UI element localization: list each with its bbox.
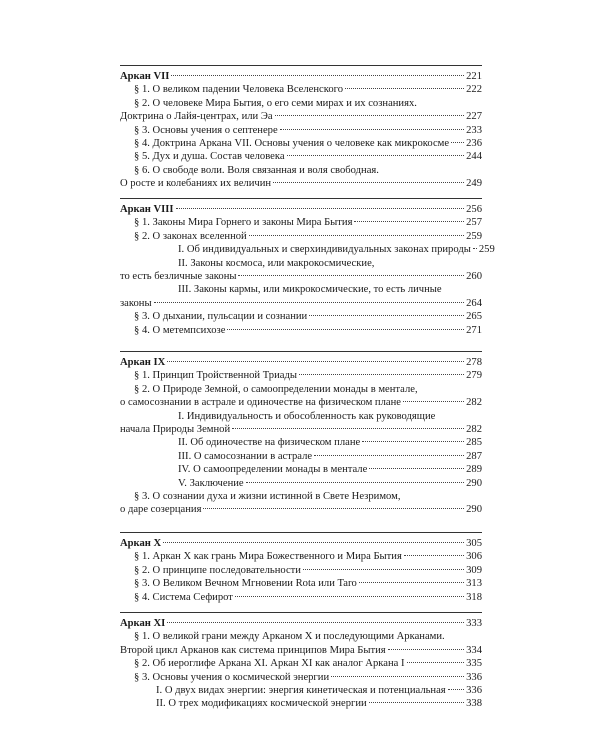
section-title: Аркан IX — [120, 357, 166, 368]
leader-dots — [163, 542, 464, 543]
leader-dots — [314, 455, 464, 456]
entry-line — [120, 297, 482, 310]
heading-row — [120, 203, 482, 216]
entry-text: V. Заключение — [178, 477, 244, 489]
entry-text: § 3. Основы учения о септенере — [134, 124, 278, 136]
entry-text: § 6. О свободе воли. Воля связанная и воля свободная. — [134, 164, 379, 176]
leader-dots — [246, 482, 465, 483]
entry-text: § 2. О принципе последовательности — [134, 564, 301, 576]
entry-text: II. О трех модификациях космической энергии — [156, 698, 367, 710]
heading-row — [120, 537, 482, 550]
toc-entry — [120, 684, 482, 697]
entry-text: IV. О самоопределении монады в ментале — [178, 464, 368, 476]
page-number: 287 — [466, 450, 482, 462]
toc-entry — [120, 410, 482, 437]
toc-entry — [120, 164, 482, 191]
toc-entry — [120, 383, 482, 410]
page-number: 290 — [466, 477, 482, 489]
toc-entry — [120, 124, 482, 137]
page-number: 271 — [466, 324, 482, 336]
entry-line — [120, 577, 482, 590]
section-title: Аркан XI — [120, 618, 166, 629]
page-number: 289 — [466, 464, 482, 476]
entry-text: III. О самосознании в астрале — [178, 450, 313, 462]
leader-dots — [407, 662, 465, 663]
entry-text: Второй цикл Арканов как система принципов Мира Бытия — [120, 644, 386, 656]
entry-text: § 4. Доктрина Аркана VII. Основы учения о человеке как микрокосме — [134, 138, 450, 150]
page-number: 221 — [466, 71, 482, 82]
section-heading — [120, 617, 482, 630]
page-number: 305 — [466, 538, 482, 549]
toc-section — [120, 351, 482, 517]
toc-section — [120, 198, 495, 337]
toc-entry — [120, 591, 482, 604]
section-heading — [120, 537, 482, 550]
toc-section — [120, 612, 482, 711]
entry-text: § 1. Принцип Тройственной Триады — [134, 370, 297, 382]
page-number: 282 — [466, 424, 482, 436]
leader-dots — [404, 555, 464, 556]
section-divider — [120, 351, 482, 352]
page-number: 249 — [466, 178, 482, 190]
heading-row — [120, 356, 482, 369]
toc-entry — [120, 490, 482, 517]
toc-entry — [120, 324, 482, 337]
toc-entry — [120, 83, 482, 96]
entry-line — [120, 310, 482, 323]
leader-dots — [275, 115, 465, 116]
toc-entry — [120, 369, 482, 382]
leader-dots — [299, 374, 464, 375]
page-number: 313 — [466, 578, 482, 590]
page-number: 222 — [466, 84, 482, 96]
page-number: 336 — [466, 685, 482, 697]
entry-text: § 1. О великом падении Человека Вселенского — [134, 84, 344, 96]
entry-line — [120, 550, 482, 563]
toc-entry — [120, 450, 482, 463]
entry-line — [120, 657, 482, 670]
page-number: 227 — [466, 111, 482, 123]
entry-text: § 4. О метемпсихозе — [134, 324, 226, 336]
page-number: 282 — [466, 397, 482, 409]
entry-line — [120, 230, 482, 243]
leader-dots — [345, 88, 464, 89]
page-number: 279 — [466, 370, 482, 382]
entry-text: § 3. Основы учения о космической энергии — [134, 671, 330, 683]
entry-line — [120, 423, 482, 436]
leader-dots — [362, 441, 464, 442]
section-title: Аркан VIII — [120, 204, 174, 215]
leader-dots — [403, 401, 464, 402]
page-number: 256 — [466, 204, 482, 215]
leader-dots — [303, 569, 464, 570]
section-heading — [120, 70, 482, 83]
toc-entry — [120, 283, 482, 310]
page-number: 259 — [466, 230, 482, 242]
entry-text: § 2. О законах вселенной — [134, 230, 247, 242]
leader-dots — [171, 75, 464, 76]
toc-entry — [120, 137, 482, 150]
entry-line — [120, 396, 482, 409]
toc-entry — [120, 463, 482, 476]
entry-line — [120, 450, 482, 463]
entry-line — [120, 591, 482, 604]
leader-dots — [176, 208, 465, 209]
page-number: 278 — [466, 357, 482, 368]
entry-line — [120, 124, 482, 137]
toc-entry — [120, 216, 482, 229]
leader-dots — [287, 155, 465, 156]
section-divider — [120, 532, 482, 533]
toc-entry — [120, 97, 482, 124]
toc-entry — [120, 150, 482, 163]
leader-dots — [167, 622, 464, 623]
leader-dots — [235, 596, 464, 597]
page-number: 257 — [466, 217, 482, 229]
entry-text: I. Индивидуальность и обособленность как руководящие — [178, 410, 436, 422]
page-number: 336 — [466, 671, 482, 683]
entry-text: § 2. О человеке Мира Бытия, о его семи мирах и их сознаниях. — [134, 97, 417, 109]
entry-text: § 1. Аркан X как грань Мира Божественного и Мира Бытия — [134, 551, 402, 563]
leader-dots — [273, 182, 464, 183]
page-number: 233 — [466, 124, 482, 136]
leader-dots — [232, 428, 464, 429]
entry-line — [120, 110, 482, 123]
page-number: 259 — [478, 244, 495, 256]
entry-text: о самосознании в астрале и одиночестве на физическом плане — [120, 397, 401, 409]
entry-text: I. Об индивидуальных и сверхиндивидуальных законах природы — [178, 244, 471, 256]
toc-section — [120, 532, 482, 604]
page-number: 306 — [466, 551, 482, 563]
toc-entry — [120, 257, 482, 284]
entry-text: § 3. О Великом Вечном Мгновении Rota или Taro — [134, 578, 357, 590]
page-number: 333 — [466, 618, 482, 629]
leader-dots — [309, 315, 464, 316]
entry-line — [120, 564, 482, 577]
entry-text: § 1. Законы Мира Горнего и законы Мира Бытия — [134, 217, 353, 229]
leader-dots — [354, 221, 464, 222]
page-number: 265 — [466, 311, 482, 323]
toc-entry — [120, 577, 482, 590]
entry-text: II. Законы космоса, или макрокосмические, — [178, 257, 375, 269]
section-divider — [120, 198, 482, 199]
entry-text: то есть безличные законы — [120, 271, 237, 283]
section-divider — [120, 65, 482, 66]
toc-entry — [120, 630, 482, 657]
section-heading — [120, 356, 482, 369]
leader-dots — [388, 649, 464, 650]
toc-entry — [120, 697, 482, 710]
entry-line — [120, 216, 482, 229]
entry-text: о даре созерцания — [120, 504, 202, 516]
page-number: 318 — [466, 591, 482, 603]
entry-text: § 3. О сознании духа и жизни истинной в Свете Незримом, — [134, 491, 401, 503]
page-number: 236 — [466, 138, 482, 150]
entry-line — [120, 369, 482, 382]
entry-line — [120, 83, 482, 96]
entry-text: § 1. О великой грани между Арканом X и последующими Арканами. — [134, 631, 445, 643]
entry-text: § 2. О Природе Земной, о самоопределении монады в ментале, — [134, 383, 418, 395]
leader-dots — [451, 142, 464, 143]
section-title: Аркан VII — [120, 71, 170, 82]
leader-dots — [227, 329, 464, 330]
toc-entry — [120, 657, 482, 670]
heading-row — [120, 617, 482, 630]
entry-text: О росте и колебаниях их величин — [120, 178, 272, 190]
entry-line — [120, 644, 482, 657]
entry-line — [120, 137, 482, 150]
entry-line — [120, 270, 482, 283]
toc-section — [120, 65, 482, 191]
page-number: 334 — [466, 644, 482, 656]
entry-text: § 3. О дыхании, пульсации и сознании — [134, 311, 308, 323]
entry-text: § 4. Система Сефирот — [134, 591, 233, 603]
leader-dots — [473, 248, 477, 249]
entry-text: § 2. Об иероглифе Аркана XI. Аркан XI как аналог Аркана I — [134, 658, 405, 670]
toc-entry — [120, 310, 482, 323]
toc-entry — [120, 477, 482, 490]
entry-line — [120, 697, 482, 710]
leader-dots — [249, 235, 464, 236]
leader-dots — [238, 275, 464, 276]
page-number: 290 — [466, 504, 482, 516]
toc-entry — [120, 550, 482, 563]
leader-dots — [167, 361, 464, 362]
page-number: 309 — [466, 564, 482, 576]
leader-dots — [203, 508, 464, 509]
page-number: 260 — [466, 271, 482, 283]
entry-line — [120, 671, 482, 684]
entry-text: III. Законы кармы, или микрокосмические, то есть личные — [178, 284, 442, 296]
entry-line — [120, 243, 495, 256]
leader-dots — [331, 676, 464, 677]
page-number: 335 — [466, 658, 482, 670]
page-number: 264 — [466, 297, 482, 309]
entry-text: Доктрина о Лайя-центрах, или Эа — [120, 111, 273, 123]
heading-row — [120, 70, 482, 83]
toc-entry — [120, 564, 482, 577]
entry-text: II. Об одиночестве на физическом плане — [178, 437, 361, 449]
entry-text: § 5. Дух и душа. Состав человека — [134, 151, 285, 163]
entry-line — [120, 150, 482, 163]
leader-dots — [280, 129, 464, 130]
leader-dots — [369, 702, 464, 703]
entry-text: законы — [120, 297, 152, 309]
toc-entry — [120, 230, 482, 243]
page-number: 338 — [466, 698, 482, 710]
entry-line — [120, 503, 482, 516]
page-number: 285 — [466, 437, 482, 449]
entry-line — [120, 684, 482, 697]
entry-line — [120, 463, 482, 476]
toc-entry — [120, 436, 482, 449]
section-title: Аркан X — [120, 538, 162, 549]
leader-dots — [154, 302, 465, 303]
toc-entry — [120, 671, 482, 684]
leader-dots — [359, 582, 464, 583]
entry-line — [120, 177, 482, 190]
entry-text: I. О двух видах энергии: энергия кинетическая и потенциальная — [156, 685, 446, 697]
section-divider — [120, 612, 482, 613]
section-heading — [120, 203, 482, 216]
entry-line — [120, 436, 482, 449]
page-number: 244 — [466, 151, 482, 163]
entry-line — [120, 324, 482, 337]
entry-text: начала Природы Земной — [120, 424, 231, 436]
entry-line — [120, 477, 482, 490]
leader-dots — [369, 468, 464, 469]
toc-entry — [120, 243, 495, 256]
leader-dots — [448, 689, 464, 690]
